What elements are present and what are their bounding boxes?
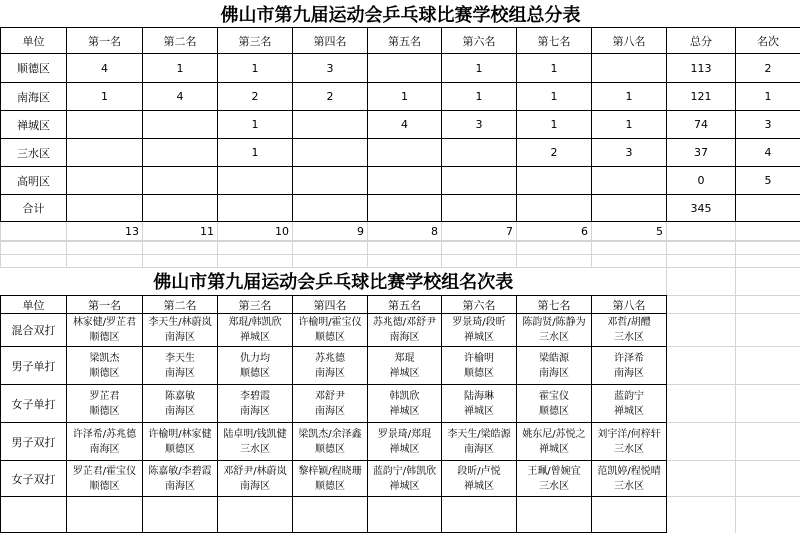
placement-cell[interactable]: [293, 461, 368, 497]
player-unit: 三水区: [614, 443, 645, 455]
grid-cell[interactable]: [143, 242, 218, 255]
player-names: 王珮/曾婉宜: [527, 465, 581, 477]
player-unit: 南海区: [165, 367, 195, 379]
player-names: 姚东尼/苏悦之: [522, 428, 586, 440]
grid-cell[interactable]: [667, 347, 736, 385]
placement-cell[interactable]: [67, 347, 143, 385]
summary-table: [0, 0, 800, 241]
grid-cell[interactable]: [143, 255, 218, 268]
grid-cell[interactable]: [736, 385, 800, 423]
placement-cell[interactable]: [218, 385, 293, 423]
grid-cell[interactable]: [736, 497, 800, 533]
placement-cell[interactable]: [368, 347, 442, 385]
data-cell[interactable]: 1: [592, 83, 667, 111]
grid-cell[interactable]: [218, 497, 293, 533]
placement-cell[interactable]: [293, 423, 368, 461]
data-cell[interactable]: 3: [592, 139, 667, 167]
header-cell[interactable]: 第三名: [218, 28, 293, 54]
placement-cell[interactable]: [293, 347, 368, 385]
summary-header-row: [1, 28, 800, 54]
placement-cell[interactable]: [143, 314, 218, 347]
placement-cell[interactable]: [592, 347, 667, 385]
player-names: 林家健/罗芷君: [72, 317, 137, 328]
grid-cell[interactable]: [592, 497, 667, 533]
data-cell[interactable]: 4: [143, 83, 218, 111]
grid-cell[interactable]: [1, 497, 67, 533]
rank-cell[interactable]: 3: [736, 111, 800, 139]
placement-cell[interactable]: [442, 314, 517, 347]
data-cell[interactable]: [143, 111, 218, 139]
ranking-header-row: [1, 296, 800, 314]
data-cell[interactable]: [67, 195, 143, 222]
data-cell[interactable]: [143, 167, 218, 195]
data-cell[interactable]: 2: [218, 83, 293, 111]
data-cell[interactable]: 1: [218, 139, 293, 167]
placement-cell[interactable]: [67, 385, 143, 423]
header-cell[interactable]: 第二名: [143, 28, 218, 54]
player-unit: 禅城区: [389, 405, 420, 417]
grid-cell[interactable]: [67, 242, 143, 255]
total-cell[interactable]: 345: [667, 195, 736, 222]
player-unit: 顺德区: [464, 367, 494, 379]
grid-cell[interactable]: [667, 423, 736, 461]
player-unit: 三水区: [539, 480, 569, 492]
grid-cell[interactable]: [368, 497, 442, 533]
data-cell[interactable]: 1: [517, 111, 592, 139]
data-cell[interactable]: 1: [517, 83, 592, 111]
player-names: 蓝韵宁/韩凯欣: [372, 465, 437, 477]
ranking-title[interactable]: 佛山市第九届运动会乒乓球比赛学校组名次表: [1, 267, 667, 296]
player-names: 仇力均: [240, 352, 270, 364]
player-unit: 顺德区: [315, 480, 345, 492]
player-names: 韩凯欣: [389, 390, 420, 402]
player-unit: 三水区: [539, 332, 569, 343]
unit-cell[interactable]: 三水区: [1, 139, 67, 167]
grid-cell[interactable]: [736, 267, 800, 296]
player-names: 蓝韵宁: [614, 390, 645, 402]
grid-cell[interactable]: [517, 242, 592, 255]
player-unit: 顺德区: [89, 332, 120, 343]
grid-cell[interactable]: [442, 497, 517, 533]
placement-cell[interactable]: [218, 347, 293, 385]
player-unit: 顺德区: [165, 443, 195, 455]
table-row: [1, 54, 800, 83]
empty-grid-rows: [0, 241, 800, 268]
player-unit: 顺德区: [240, 367, 270, 379]
data-cell[interactable]: [368, 195, 442, 222]
player-names: 范凯婷/程悦晴: [597, 465, 661, 477]
player-unit: 南海区: [165, 405, 195, 417]
grid-cell[interactable]: [442, 255, 517, 268]
table-row: [1, 139, 800, 167]
player-names: 陈嘉敏: [165, 390, 195, 402]
grid-cell[interactable]: [293, 242, 368, 255]
data-cell[interactable]: [293, 111, 368, 139]
rank-cell[interactable]: 4: [736, 139, 800, 167]
player-names: 陈嘉敏/李碧霞: [148, 465, 212, 477]
player-names: 罗芷君/霍宝仪: [72, 465, 137, 477]
player-names: 邓舒尹: [315, 390, 345, 402]
placement-cell[interactable]: [67, 423, 143, 461]
player-names: 刘宇洋/何梓轩: [597, 428, 661, 440]
header-cell[interactable]: 第四名: [293, 28, 368, 54]
event-label[interactable]: 混合双打: [1, 314, 67, 347]
header-cell[interactable]: 名次: [736, 28, 800, 54]
header-cell[interactable]: 第七名: [517, 296, 592, 314]
player-names: 陈韵贤/陈静为: [522, 317, 586, 328]
table-row: [1, 347, 800, 385]
player-names: 许榆明: [464, 352, 494, 364]
header-cell[interactable]: 第二名: [143, 296, 218, 314]
grid-cell[interactable]: [1, 255, 67, 268]
data-cell[interactable]: 1: [368, 83, 442, 111]
points-cell[interactable]: 5: [592, 222, 667, 241]
unit-cell[interactable]: 高明区: [1, 167, 67, 195]
data-cell[interactable]: [368, 139, 442, 167]
table-row: [1, 423, 800, 461]
data-cell[interactable]: [67, 111, 143, 139]
player-unit: 南海区: [165, 332, 195, 343]
unit-cell[interactable]: 南海区: [1, 83, 67, 111]
player-unit: 顺德区: [315, 332, 345, 343]
placement-cell[interactable]: [592, 423, 667, 461]
data-cell[interactable]: [218, 167, 293, 195]
header-cell[interactable]: 第一名: [67, 296, 143, 314]
data-cell[interactable]: [368, 54, 442, 83]
player-unit: 南海区: [389, 332, 420, 343]
points-cell[interactable]: 6: [517, 222, 592, 241]
points-cell[interactable]: 11: [143, 222, 218, 241]
player-unit: 三水区: [614, 332, 645, 343]
placement-cell[interactable]: [442, 423, 517, 461]
grid-cell[interactable]: [667, 222, 736, 241]
placement-cell[interactable]: [368, 423, 442, 461]
placement-cell[interactable]: [368, 461, 442, 497]
grid-cell[interactable]: [667, 314, 736, 347]
header-cell[interactable]: 总分: [667, 28, 736, 54]
player-names: 梁皓源: [539, 352, 569, 364]
points-cell[interactable]: 9: [293, 222, 368, 241]
rank-cell[interactable]: [736, 195, 800, 222]
data-cell[interactable]: 1: [517, 54, 592, 83]
rank-cell[interactable]: 2: [736, 54, 800, 83]
data-cell[interactable]: [218, 195, 293, 222]
player-names: 罗景琦/段昕: [452, 317, 506, 328]
player-unit: 禅城区: [240, 332, 270, 343]
placement-cell[interactable]: [442, 385, 517, 423]
points-cell[interactable]: 8: [368, 222, 442, 241]
player-names: 陆卓明/钱凯健: [223, 428, 287, 440]
placement-cell[interactable]: [517, 423, 592, 461]
player-names: 罗景琦/郑琨: [377, 428, 432, 440]
data-cell[interactable]: 1: [218, 111, 293, 139]
grid-cell[interactable]: [736, 255, 800, 268]
placement-cell[interactable]: [67, 461, 143, 497]
table-row: [1, 461, 800, 497]
grid-cell[interactable]: [368, 255, 442, 268]
player-names: 许泽希/苏兆德: [72, 428, 137, 440]
player-unit: 三水区: [240, 443, 270, 455]
event-label[interactable]: 男子双打: [1, 423, 67, 461]
grid-cell[interactable]: [143, 497, 218, 533]
placement-cell[interactable]: [517, 314, 592, 347]
data-cell[interactable]: 2: [517, 139, 592, 167]
header-cell[interactable]: 单位: [1, 296, 67, 314]
points-cell[interactable]: 7: [442, 222, 517, 241]
placement-cell[interactable]: [293, 385, 368, 423]
event-label[interactable]: 女子双打: [1, 461, 67, 497]
placement-cell[interactable]: [218, 423, 293, 461]
rank-cell[interactable]: 5: [736, 167, 800, 195]
grid-cell[interactable]: [517, 497, 592, 533]
placement-cell[interactable]: [592, 385, 667, 423]
placement-cell[interactable]: [517, 461, 592, 497]
placement-cell[interactable]: [67, 314, 143, 347]
player-unit: 南海区: [89, 443, 120, 455]
player-names: 陆海琳: [464, 390, 494, 402]
data-cell[interactable]: [67, 139, 143, 167]
grid-cell[interactable]: [667, 296, 736, 314]
player-unit: 南海区: [165, 480, 195, 492]
rank-cell[interactable]: 1: [736, 83, 800, 111]
player-names: 郑琨: [394, 352, 415, 364]
grid-cell[interactable]: [1, 242, 67, 255]
grid-cell[interactable]: [667, 385, 736, 423]
event-label[interactable]: 男子单打: [1, 347, 67, 385]
grid-cell[interactable]: [218, 242, 293, 255]
player-unit: 南海区: [539, 367, 569, 379]
grid-cell[interactable]: [736, 242, 800, 255]
player-names: 李天生: [165, 352, 195, 364]
data-cell[interactable]: [293, 139, 368, 167]
header-cell[interactable]: 第五名: [368, 28, 442, 54]
table-row: [1, 385, 800, 423]
data-cell[interactable]: 3: [293, 54, 368, 83]
player-names: 郑琨/韩凯欣: [228, 317, 282, 328]
data-cell[interactable]: [442, 167, 517, 195]
data-cell[interactable]: [143, 195, 218, 222]
header-cell[interactable]: 第八名: [592, 296, 667, 314]
grid-cell[interactable]: [592, 242, 667, 255]
grid-cell[interactable]: [368, 242, 442, 255]
player-names: 李天生/林蔚岚: [148, 317, 212, 328]
data-cell[interactable]: [442, 139, 517, 167]
player-names: 梁凯杰/余泽鑫: [298, 428, 362, 440]
grid-cell[interactable]: [67, 497, 143, 533]
player-unit: 南海区: [464, 443, 494, 455]
data-cell[interactable]: 4: [67, 54, 143, 83]
grid-cell[interactable]: [667, 267, 736, 296]
unit-cell[interactable]: 顺德区: [1, 54, 67, 83]
placement-cell[interactable]: [143, 385, 218, 423]
data-cell[interactable]: [592, 195, 667, 222]
table-row: [1, 314, 800, 347]
total-cell[interactable]: 121: [667, 83, 736, 111]
player-unit: 南海区: [315, 405, 345, 417]
player-unit: 南海区: [240, 480, 270, 492]
grid-cell[interactable]: [736, 347, 800, 385]
table-row: [1, 497, 800, 533]
player-unit: 顺德区: [89, 405, 120, 417]
player-unit: 禅城区: [389, 367, 420, 379]
player-unit: 南海区: [315, 367, 345, 379]
grid-cell[interactable]: [442, 242, 517, 255]
player-unit: 禅城区: [389, 443, 420, 455]
player-names: 邓哲/胡醴: [607, 317, 651, 328]
player-names: 李天生/梁皓源: [447, 428, 511, 440]
unit-cell[interactable]: 合计: [1, 195, 67, 222]
grid-cell[interactable]: [667, 497, 736, 533]
data-cell[interactable]: [293, 195, 368, 222]
player-names: 黎梓颖/程晓珊: [298, 465, 362, 477]
table-row: [1, 195, 800, 222]
data-cell[interactable]: [293, 167, 368, 195]
grid-cell[interactable]: [1, 222, 67, 241]
header-cell[interactable]: 第四名: [293, 296, 368, 314]
player-unit: 顺德区: [89, 480, 120, 492]
data-cell[interactable]: [67, 167, 143, 195]
points-row: [1, 222, 800, 241]
player-unit: 禅城区: [464, 332, 494, 343]
grid-cell[interactable]: [67, 255, 143, 268]
table-row: [1, 111, 800, 139]
data-cell[interactable]: 3: [442, 111, 517, 139]
placement-cell[interactable]: [442, 347, 517, 385]
player-names: 梁凯杰: [89, 352, 120, 364]
summary-title[interactable]: 佛山市第九届运动会乒乓球比赛学校组总分表: [1, 0, 800, 28]
table-row: [1, 83, 800, 111]
data-cell[interactable]: [143, 139, 218, 167]
total-cell[interactable]: 113: [667, 54, 736, 83]
player-names: 许榆明/林家健: [148, 428, 212, 440]
points-cell[interactable]: 10: [218, 222, 293, 241]
data-cell[interactable]: [442, 195, 517, 222]
player-unit: 禅城区: [614, 405, 645, 417]
player-unit: 禅城区: [464, 480, 494, 492]
data-cell[interactable]: 1: [218, 54, 293, 83]
grid-cell[interactable]: [736, 296, 800, 314]
player-unit: 顺德区: [539, 405, 569, 417]
grid-cell[interactable]: [667, 461, 736, 497]
grid-cell[interactable]: [667, 255, 736, 268]
placement-cell[interactable]: [143, 423, 218, 461]
placement-cell[interactable]: [293, 314, 368, 347]
placement-cell[interactable]: [143, 347, 218, 385]
grid-cell[interactable]: [736, 423, 800, 461]
player-names: 许泽希: [614, 352, 645, 364]
placement-cell[interactable]: [368, 314, 442, 347]
player-unit: 南海区: [614, 367, 645, 379]
player-unit: 南海区: [240, 405, 270, 417]
data-cell[interactable]: 2: [293, 83, 368, 111]
data-cell[interactable]: [517, 195, 592, 222]
player-unit: 三水区: [614, 480, 645, 492]
header-cell[interactable]: 单位: [1, 28, 67, 54]
data-cell[interactable]: [592, 167, 667, 195]
grid-cell[interactable]: [736, 461, 800, 497]
player-names: 许榆明/霍宝仪: [298, 317, 362, 328]
table-row: [1, 167, 800, 195]
placement-cell[interactable]: [592, 314, 667, 347]
placement-cell[interactable]: [218, 461, 293, 497]
player-unit: 禅城区: [464, 405, 494, 417]
data-cell[interactable]: 1: [442, 54, 517, 83]
player-names: 段昕/卢悦: [457, 465, 501, 477]
player-names: 罗芷君: [89, 390, 120, 402]
header-cell[interactable]: 第五名: [368, 296, 442, 314]
grid-cell[interactable]: [736, 314, 800, 347]
player-names: 邓舒尹/林蔚岚: [223, 465, 287, 477]
header-cell[interactable]: 第一名: [67, 28, 143, 54]
data-cell[interactable]: [592, 54, 667, 83]
header-cell[interactable]: 第六名: [442, 296, 517, 314]
header-cell[interactable]: 第七名: [517, 28, 592, 54]
total-cell[interactable]: 37: [667, 139, 736, 167]
grid-cell[interactable]: [667, 242, 736, 255]
player-names: 霍宝仪: [539, 390, 569, 402]
grid-cell[interactable]: [293, 255, 368, 268]
points-cell[interactable]: 13: [67, 222, 143, 241]
unit-cell[interactable]: 禅城区: [1, 111, 67, 139]
total-cell[interactable]: 74: [667, 111, 736, 139]
data-cell[interactable]: 1: [67, 83, 143, 111]
grid-cell[interactable]: [218, 255, 293, 268]
player-unit: 禅城区: [539, 443, 569, 455]
event-label[interactable]: 女子单打: [1, 385, 67, 423]
data-cell[interactable]: [368, 167, 442, 195]
grid-cell[interactable]: [736, 222, 800, 241]
header-cell[interactable]: 第六名: [442, 28, 517, 54]
player-names: 李碧霞: [240, 390, 270, 402]
player-unit: 禅城区: [389, 480, 420, 492]
placement-cell[interactable]: [368, 385, 442, 423]
ranking-table: [0, 267, 800, 533]
placement-cell[interactable]: [517, 385, 592, 423]
header-cell[interactable]: 第三名: [218, 296, 293, 314]
placement-cell[interactable]: [592, 461, 667, 497]
player-names: 苏兆德/邓舒尹: [372, 317, 437, 328]
data-cell[interactable]: 4: [368, 111, 442, 139]
player-unit: 顺德区: [315, 443, 345, 455]
data-cell[interactable]: 1: [592, 111, 667, 139]
player-unit: 顺德区: [89, 367, 120, 379]
placement-cell[interactable]: [143, 461, 218, 497]
grid-cell[interactable]: [592, 255, 667, 268]
player-names: 苏兆德: [315, 352, 345, 364]
grid-cell[interactable]: [293, 497, 368, 533]
total-cell[interactable]: 0: [667, 167, 736, 195]
placement-cell[interactable]: [517, 347, 592, 385]
data-cell[interactable]: [517, 167, 592, 195]
placement-cell[interactable]: [442, 461, 517, 497]
data-cell[interactable]: 1: [143, 54, 218, 83]
grid-cell[interactable]: [517, 255, 592, 268]
data-cell[interactable]: 1: [442, 83, 517, 111]
placement-cell[interactable]: [218, 314, 293, 347]
header-cell[interactable]: 第八名: [592, 28, 667, 54]
